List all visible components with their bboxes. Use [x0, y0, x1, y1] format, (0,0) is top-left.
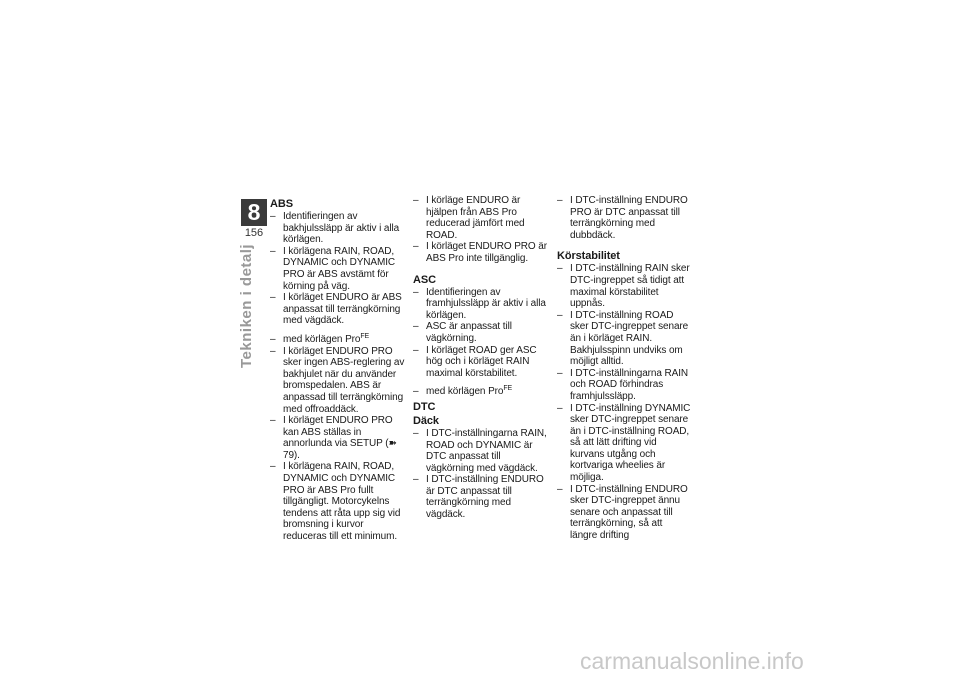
dack-heading: Däck [413, 414, 439, 427]
column-2 [413, 195, 548, 521]
list-item: – I körläge ENDURO är hjälpen från ABS Pro reducerad jämfört med ROAD. [413, 195, 548, 241]
list-item: – I DTC-inställning ENDURO PRO är DTC anpassat till terrängkörning med dubbdäck. [557, 195, 692, 241]
note-superscript: FE [503, 385, 513, 393]
list-item: – Identifieringen av framhjulssläpp är aktiv i alla körlägen. [413, 287, 548, 322]
list-item: – Identifieringen av bakhjulssläpp är aktiv i alla körlägen. [270, 211, 405, 246]
list-item: – I körläget ROAD ger ASC hög och i körläget RAIN maximal körstabilitet. [413, 345, 548, 380]
column-3 [557, 195, 692, 542]
list-item: – I DTC-inställning RAIN sker DTC-ingreppet så tidigt att maximal körstabilitet uppnås. [557, 263, 692, 309]
chapter-side-title: Tekniken i detalj [238, 243, 255, 368]
list-item: – I körlägena RAIN, ROAD, DYNAMIC och DYNAMIC PRO är ABS Pro fullt tillgängligt. Motorcykelns tendens att råta upp sig vid bromsning i kurvor reduceras till ett minimum. [270, 461, 405, 542]
list-item: – I körläget ENDURO PRO kan ABS ställas in annorlunda via SETUP (➽ 79). [270, 415, 405, 461]
list-item: – I DTC-inställning ROAD sker DTC-ingreppet senare än i körläget RAIN. Bakhjulsspinn undviks om möjligt alltid. [557, 310, 692, 368]
list-item: – I DTC-inställningarna RAIN och ROAD förhindras framhjulssläpp. [557, 368, 692, 403]
pro-modes-note [270, 334, 405, 346]
list-item: – ASC är anpassat till vägkörning. [413, 321, 548, 344]
korstabilitet-heading: Körstabilitet [557, 250, 620, 263]
note-text: med körlägen Pro [283, 333, 361, 345]
list-item: – I DTC-inställning DYNAMIC sker DTC-ingreppet senare än i DTC-inställning ROAD, så att lätt drifting vid kurvans utgång och kortvariga wheelies är möjliga. [557, 403, 692, 484]
list-item: – I DTC-inställningarna RAIN, ROAD och DYNAMIC är DTC anpassat till vägkörning med vägdäck. [413, 428, 548, 474]
page-number: 156 [244, 227, 264, 239]
list-item: – I körläget ENDURO PRO är ABS Pro inte tillgänglig. [413, 241, 548, 264]
list-item: – I körläget ENDURO är ABS anpassat till terrängkörning med vägdäck. [270, 292, 405, 327]
column-1 [270, 195, 405, 543]
list-item: – I körlägena RAIN, ROAD, DYNAMIC och DYNAMIC PRO är ABS avstämt för körning på väg. [270, 246, 405, 292]
asc-heading: ASC [413, 273, 436, 286]
dtc-heading: DTC [413, 400, 436, 413]
list-item: – I körläget ENDURO PRO sker ingen ABS-reglering av bakhjulet när du använder bromspedalen. ABS är anpassad till terrängkörning med offroaddäck. [270, 346, 405, 416]
list-item: – I DTC-inställning ENDURO sker DTC-ingreppet ännu senare och anpassat till terrängkörning, så att längre drifting [557, 484, 692, 542]
watermark-text: carmanualsonline.info [580, 648, 804, 674]
note-superscript: FE [360, 332, 370, 340]
pro-modes-note [413, 386, 548, 398]
chapter-number-box: 8 [241, 199, 267, 226]
list-item: – I DTC-inställning ENDURO är DTC anpassat till terrängkörning med vägdäck. [413, 474, 548, 520]
note-text: med körlägen Pro [426, 386, 504, 398]
abs-heading: ABS [270, 198, 293, 210]
